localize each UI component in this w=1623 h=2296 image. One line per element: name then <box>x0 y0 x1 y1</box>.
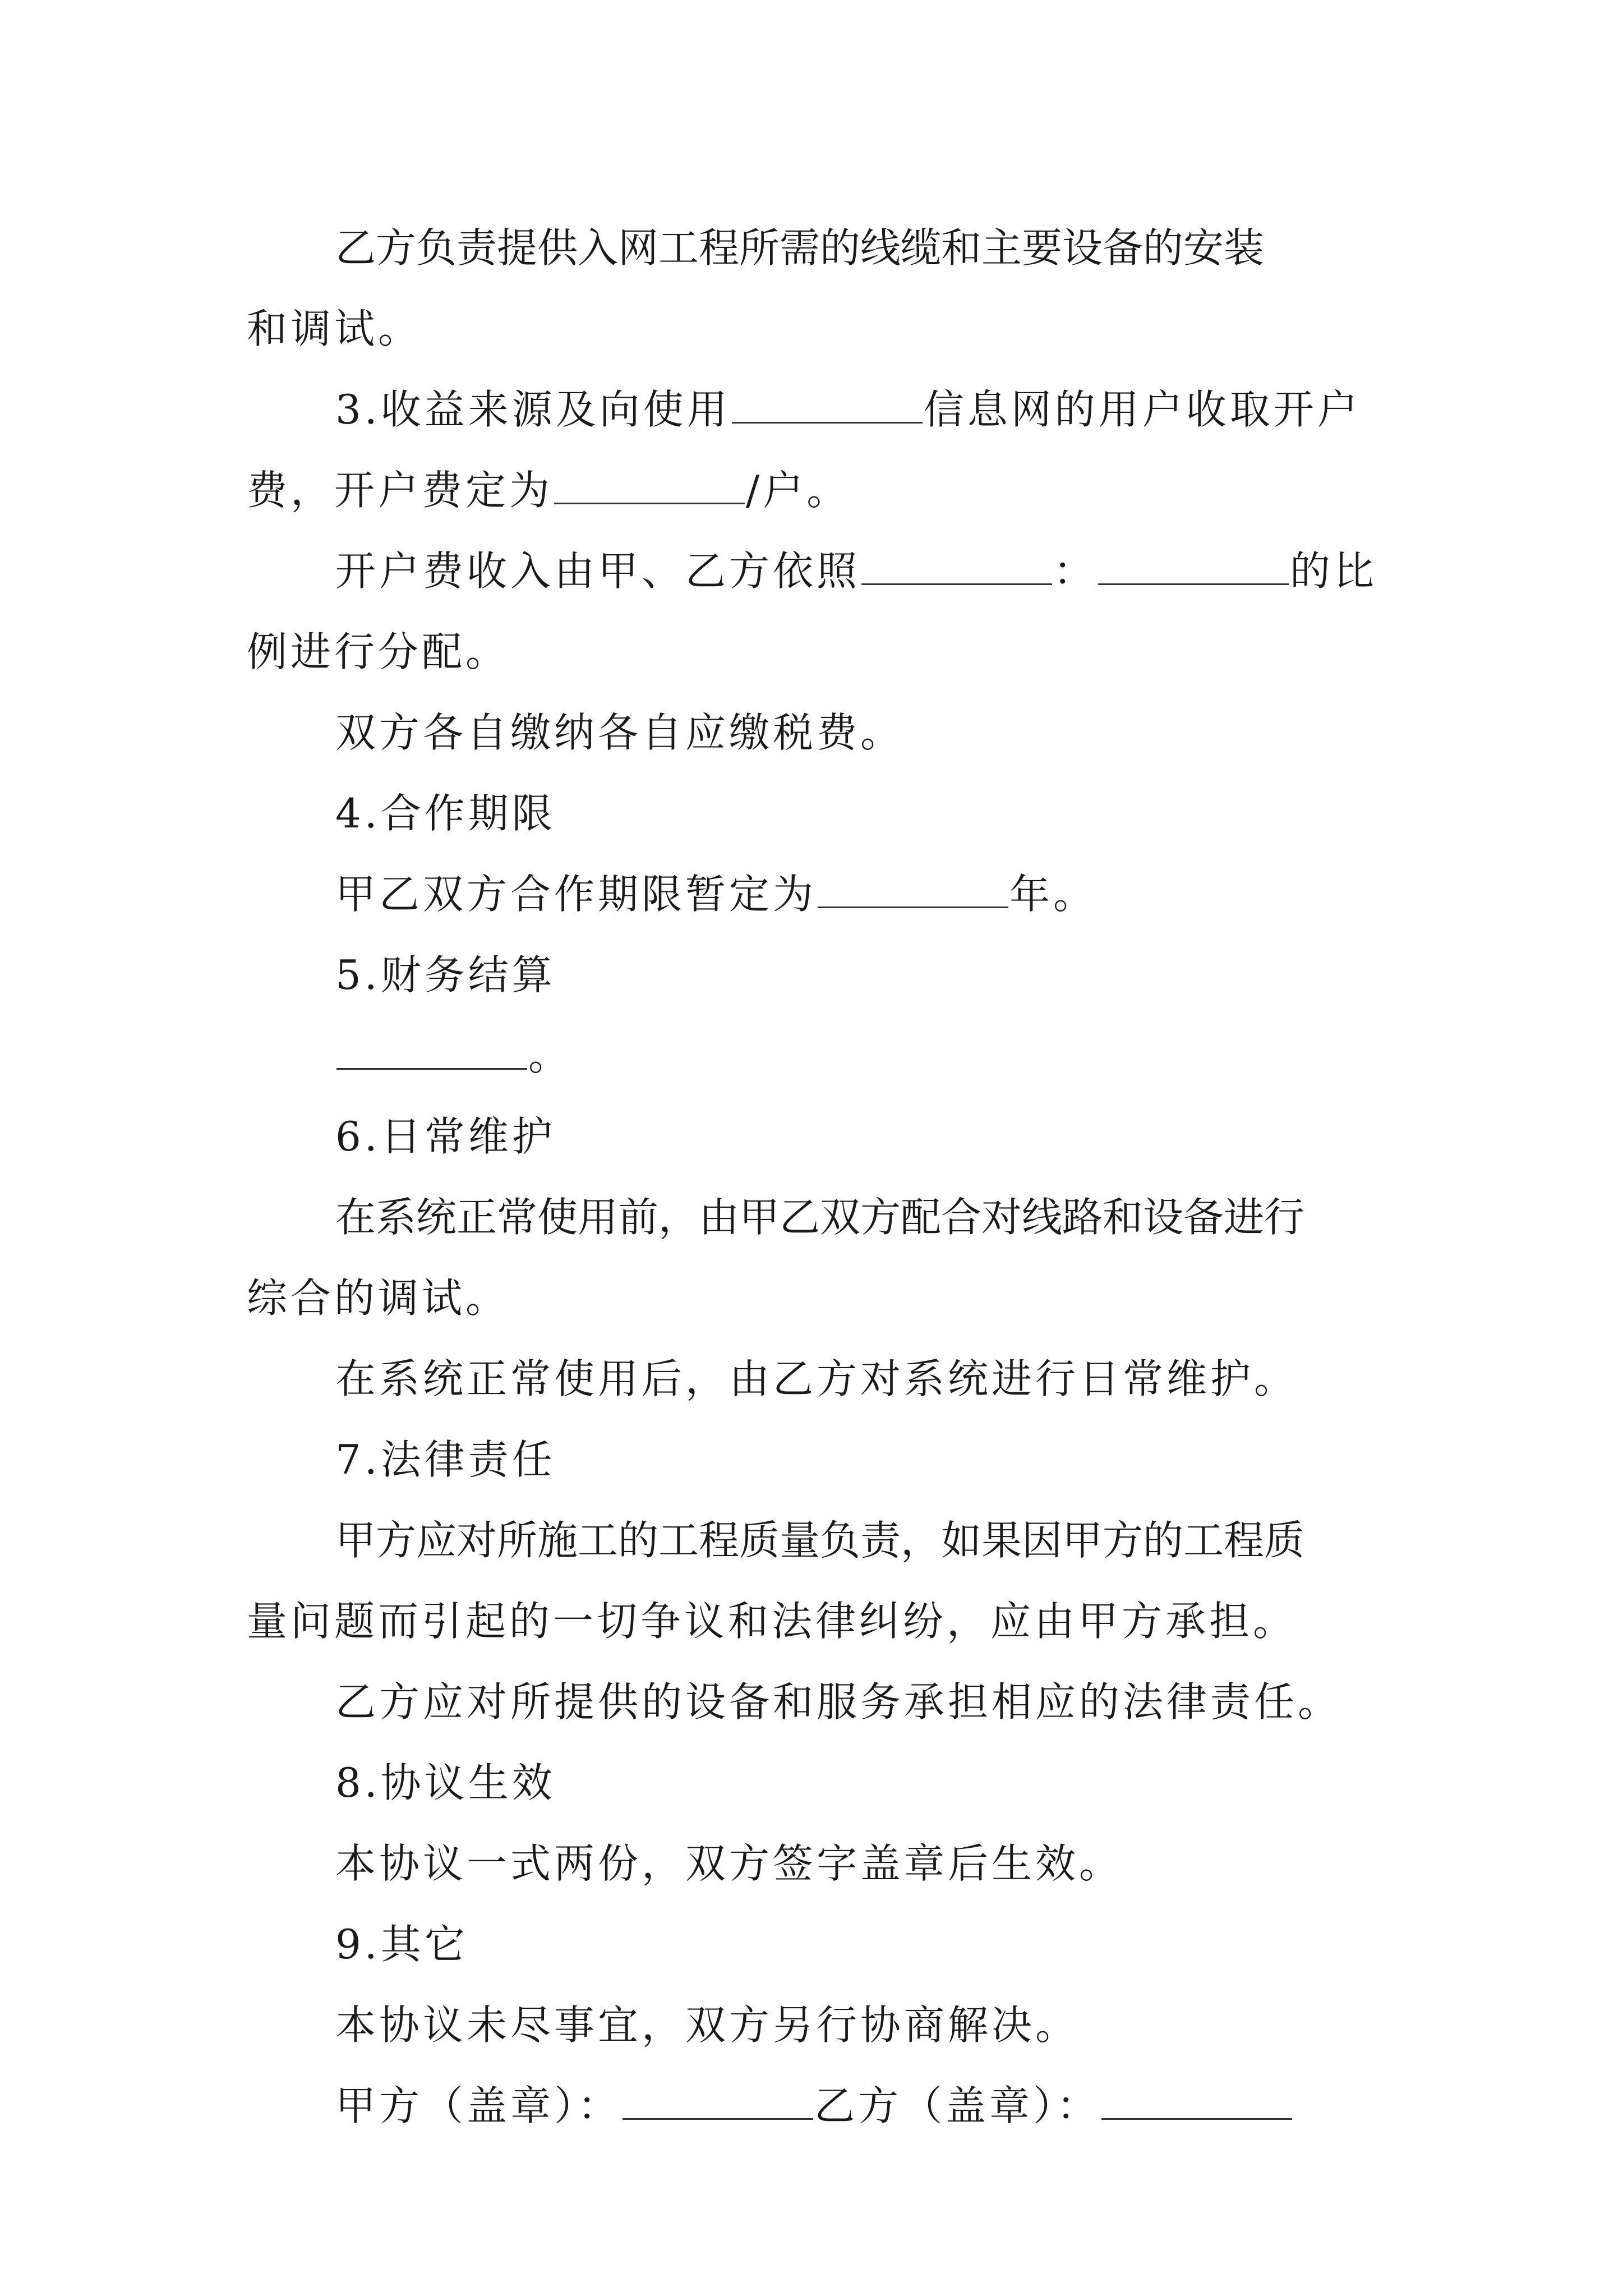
section-heading <box>247 1904 1374 1985</box>
text-run: 甲乙双方合作期限暂定为 <box>335 871 817 918</box>
signature-line <box>247 2065 1374 2146</box>
paragraph-line <box>247 1823 1374 1904</box>
text-run: 。 <box>528 1032 573 1079</box>
fill-in-blank[interactable] <box>554 469 745 504</box>
paragraph-line <box>247 1581 1374 1662</box>
paragraph-line <box>247 1015 1374 1096</box>
paragraph-line <box>247 1985 1374 2065</box>
text-run: 在系统正常使用后，由乙方对系统进行日常维护。 <box>335 1355 1298 1402</box>
text-run: 信息网的用户收取开户 <box>923 386 1361 433</box>
text-run: 开户费收入由甲、乙方依照 <box>335 547 861 595</box>
text-run: /户。 <box>746 467 851 514</box>
text-run: 综合的调试。 <box>247 1274 510 1322</box>
paragraph-line <box>247 450 1374 531</box>
paragraph-line <box>247 288 1374 369</box>
fill-in-blank[interactable] <box>818 873 1008 908</box>
paragraph-line <box>247 1338 1374 1419</box>
section-heading <box>247 1096 1374 1177</box>
text-run: 6.日常维护 <box>335 1113 556 1160</box>
section-heading <box>247 773 1374 854</box>
text-run: 年。 <box>1009 871 1098 918</box>
paragraph-line <box>247 692 1374 773</box>
fill-in-blank[interactable] <box>861 550 1052 585</box>
text-run: 量问题而引起的一切争议和法律纠纷，应由甲方承担。 <box>247 1598 1297 1645</box>
paragraph-line <box>247 611 1374 692</box>
paragraph-line <box>247 1258 1374 1338</box>
text-run: 8.协议生效 <box>335 1759 556 1806</box>
fill-in-blank[interactable] <box>336 1034 527 1070</box>
signature-label-party-b: 乙方（盖章）： <box>814 2082 1101 2129</box>
text-run: 甲方应对所施工的工程质量负责，如果因甲方的工程质 <box>335 1517 1305 1564</box>
fill-in-blank[interactable] <box>732 388 923 424</box>
text-run: 4.合作期限 <box>335 790 556 837</box>
paragraph-line <box>247 854 1374 935</box>
text-run: 双方各自缴纳各自应缴税费。 <box>335 709 905 756</box>
text-run: 5.财务结算 <box>335 951 556 999</box>
text-run: 9.其它 <box>335 1921 468 1968</box>
section-heading <box>247 1742 1374 1823</box>
paragraph-line <box>247 1662 1374 1742</box>
text-run: ： <box>1053 547 1098 595</box>
section-heading <box>247 1419 1374 1500</box>
text-run: 7.法律责任 <box>335 1436 556 1483</box>
paragraph-line <box>247 208 1374 288</box>
text-run: 本协议未尽事宜，双方另行协商解决。 <box>335 2001 1080 2049</box>
paragraph-line <box>247 1177 1374 1258</box>
text-run: 在系统正常使用前，由甲乙双方配合对线路和设备进行 <box>335 1194 1305 1241</box>
text-run: 例进行分配。 <box>247 628 510 675</box>
text-run: 费，开户费定为 <box>247 467 554 514</box>
text-run: 乙方应对所提供的设备和服务承担相应的法律责任。 <box>335 1678 1342 1726</box>
paragraph-line <box>247 531 1378 611</box>
paragraph-line <box>247 1500 1374 1581</box>
text-run: 的比 <box>1290 547 1378 595</box>
document-body <box>247 208 1378 2146</box>
signature-label-party-a: 甲方（盖章）： <box>335 2082 622 2129</box>
text-run: 3.收益来源及向使用 <box>335 386 731 433</box>
text-run: 乙方负责提供入网工程所需的线缆和主要设备的安装 <box>335 224 1265 272</box>
fill-in-blank[interactable] <box>1098 550 1289 585</box>
text-run: 本协议一式两份，双方签字盖章后生效。 <box>335 1840 1123 1887</box>
signature-blank-party-b[interactable] <box>1101 2085 1292 2120</box>
section-heading <box>247 935 1374 1015</box>
signature-blank-party-a[interactable] <box>623 2085 813 2120</box>
paragraph-line <box>247 369 1374 450</box>
text-run: 和调试。 <box>247 305 422 352</box>
